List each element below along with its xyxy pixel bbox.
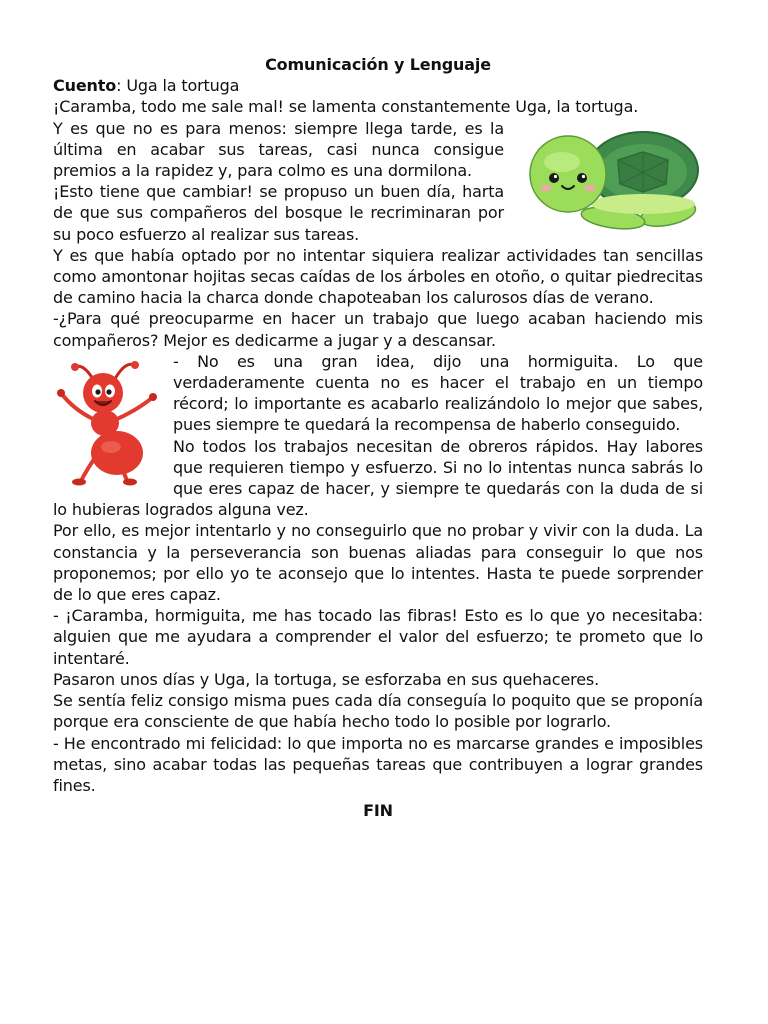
paragraph-9: - ¡Caramba, hormiguita, me has tocado las fibras! Esto es lo que yo necesitaba: alguien que me ayudara a comprender el valor del esfuerzo; te prometo que lo intentaré.	[53, 606, 703, 668]
story-end: FIN	[363, 801, 393, 821]
story-heading: Cuento: Uga la tortuga	[53, 76, 240, 96]
ant-icon	[53, 357, 165, 487]
paragraph-5: -¿Para qué preocuparme en hacer un trabajo que luego acaban haciendo mis compañeros? Mejor es dedicarme a jugar y a descansar.	[53, 309, 703, 350]
story-label: Cuento	[53, 76, 117, 96]
paragraph-11: Se sentía feliz consigo misma pues cada día conseguía lo poquito que se proponía porque era consciente de que había hecho todo lo posible por lograrlo.	[53, 691, 703, 732]
turtle-illustration	[518, 122, 703, 232]
paragraph-6: - No es una gran idea, dijo una hormiguita. Lo que verdaderamente cuenta no es hacer el trabajo en un tiempo récord; lo importante es acabarlo realizándolo lo mejor que sabes, pues siempre te quedará la recompensa de haberlo conseguido.	[173, 351, 703, 435]
document-page	[53, 54, 703, 821]
ant-illustration	[53, 357, 165, 487]
paragraph-10: Pasaron unos días y Uga, la tortuga, se esforzaba en sus quehaceres.	[53, 669, 600, 689]
paragraph-4: Y es que había optado por no intentar siquiera realizar actividades tan sencillas como amontonar hojitas secas caídas de los árboles en otoño, o quitar piedrecitas de camino hacia la charca donde chapoteaban los calurosos días de verano.	[53, 245, 703, 308]
paragraph-7: No todos los trabajos necesitan de obreros rápidos. Hay labores que requieren tiempo y esfuerzo. Si no lo intentas nunca sabrás lo que eres capaz de hacer, y siempre te quedarás con la duda de si lo hubieras logrados alguna vez.	[53, 436, 703, 520]
turtle-icon	[518, 122, 703, 232]
story-name: Uga la tortuga	[126, 76, 240, 96]
paragraph-12: - He encontrado mi felicidad: lo que importa no es marcarse grandes e imposibles metas, sino acabar todas las pequeñas tareas que contribuyen a lograr grandes fines.	[53, 733, 703, 795]
paragraph-2: Y es que no es para menos: siempre llega tarde, es la última en acabar sus tareas, casi nunca consigue premios a la rapidez y, para colmo es una dormilona.	[53, 118, 504, 181]
paragraph-1: ¡Caramba, todo me sale mal! se lamenta constantemente Uga, la tortuga.	[53, 97, 639, 117]
paragraph-3: ¡Esto tiene que cambiar! se propuso un buen día, harta de que sus compañeros del bosque le recriminaran por su poco esfuerzo al realizar sus tareas.	[53, 182, 504, 244]
paragraph-8: Por ello, es mejor intentarlo y no conseguirlo que no probar y vivir con la duda. La constancia y la perseverancia son buenas aliadas para conseguir lo que nos proponemos; por ello yo te aconsejo que lo intentes. Hasta te puede sorprender de lo que eres capaz.	[53, 521, 703, 605]
page-title: Comunicación y Lenguaje	[265, 55, 491, 74]
